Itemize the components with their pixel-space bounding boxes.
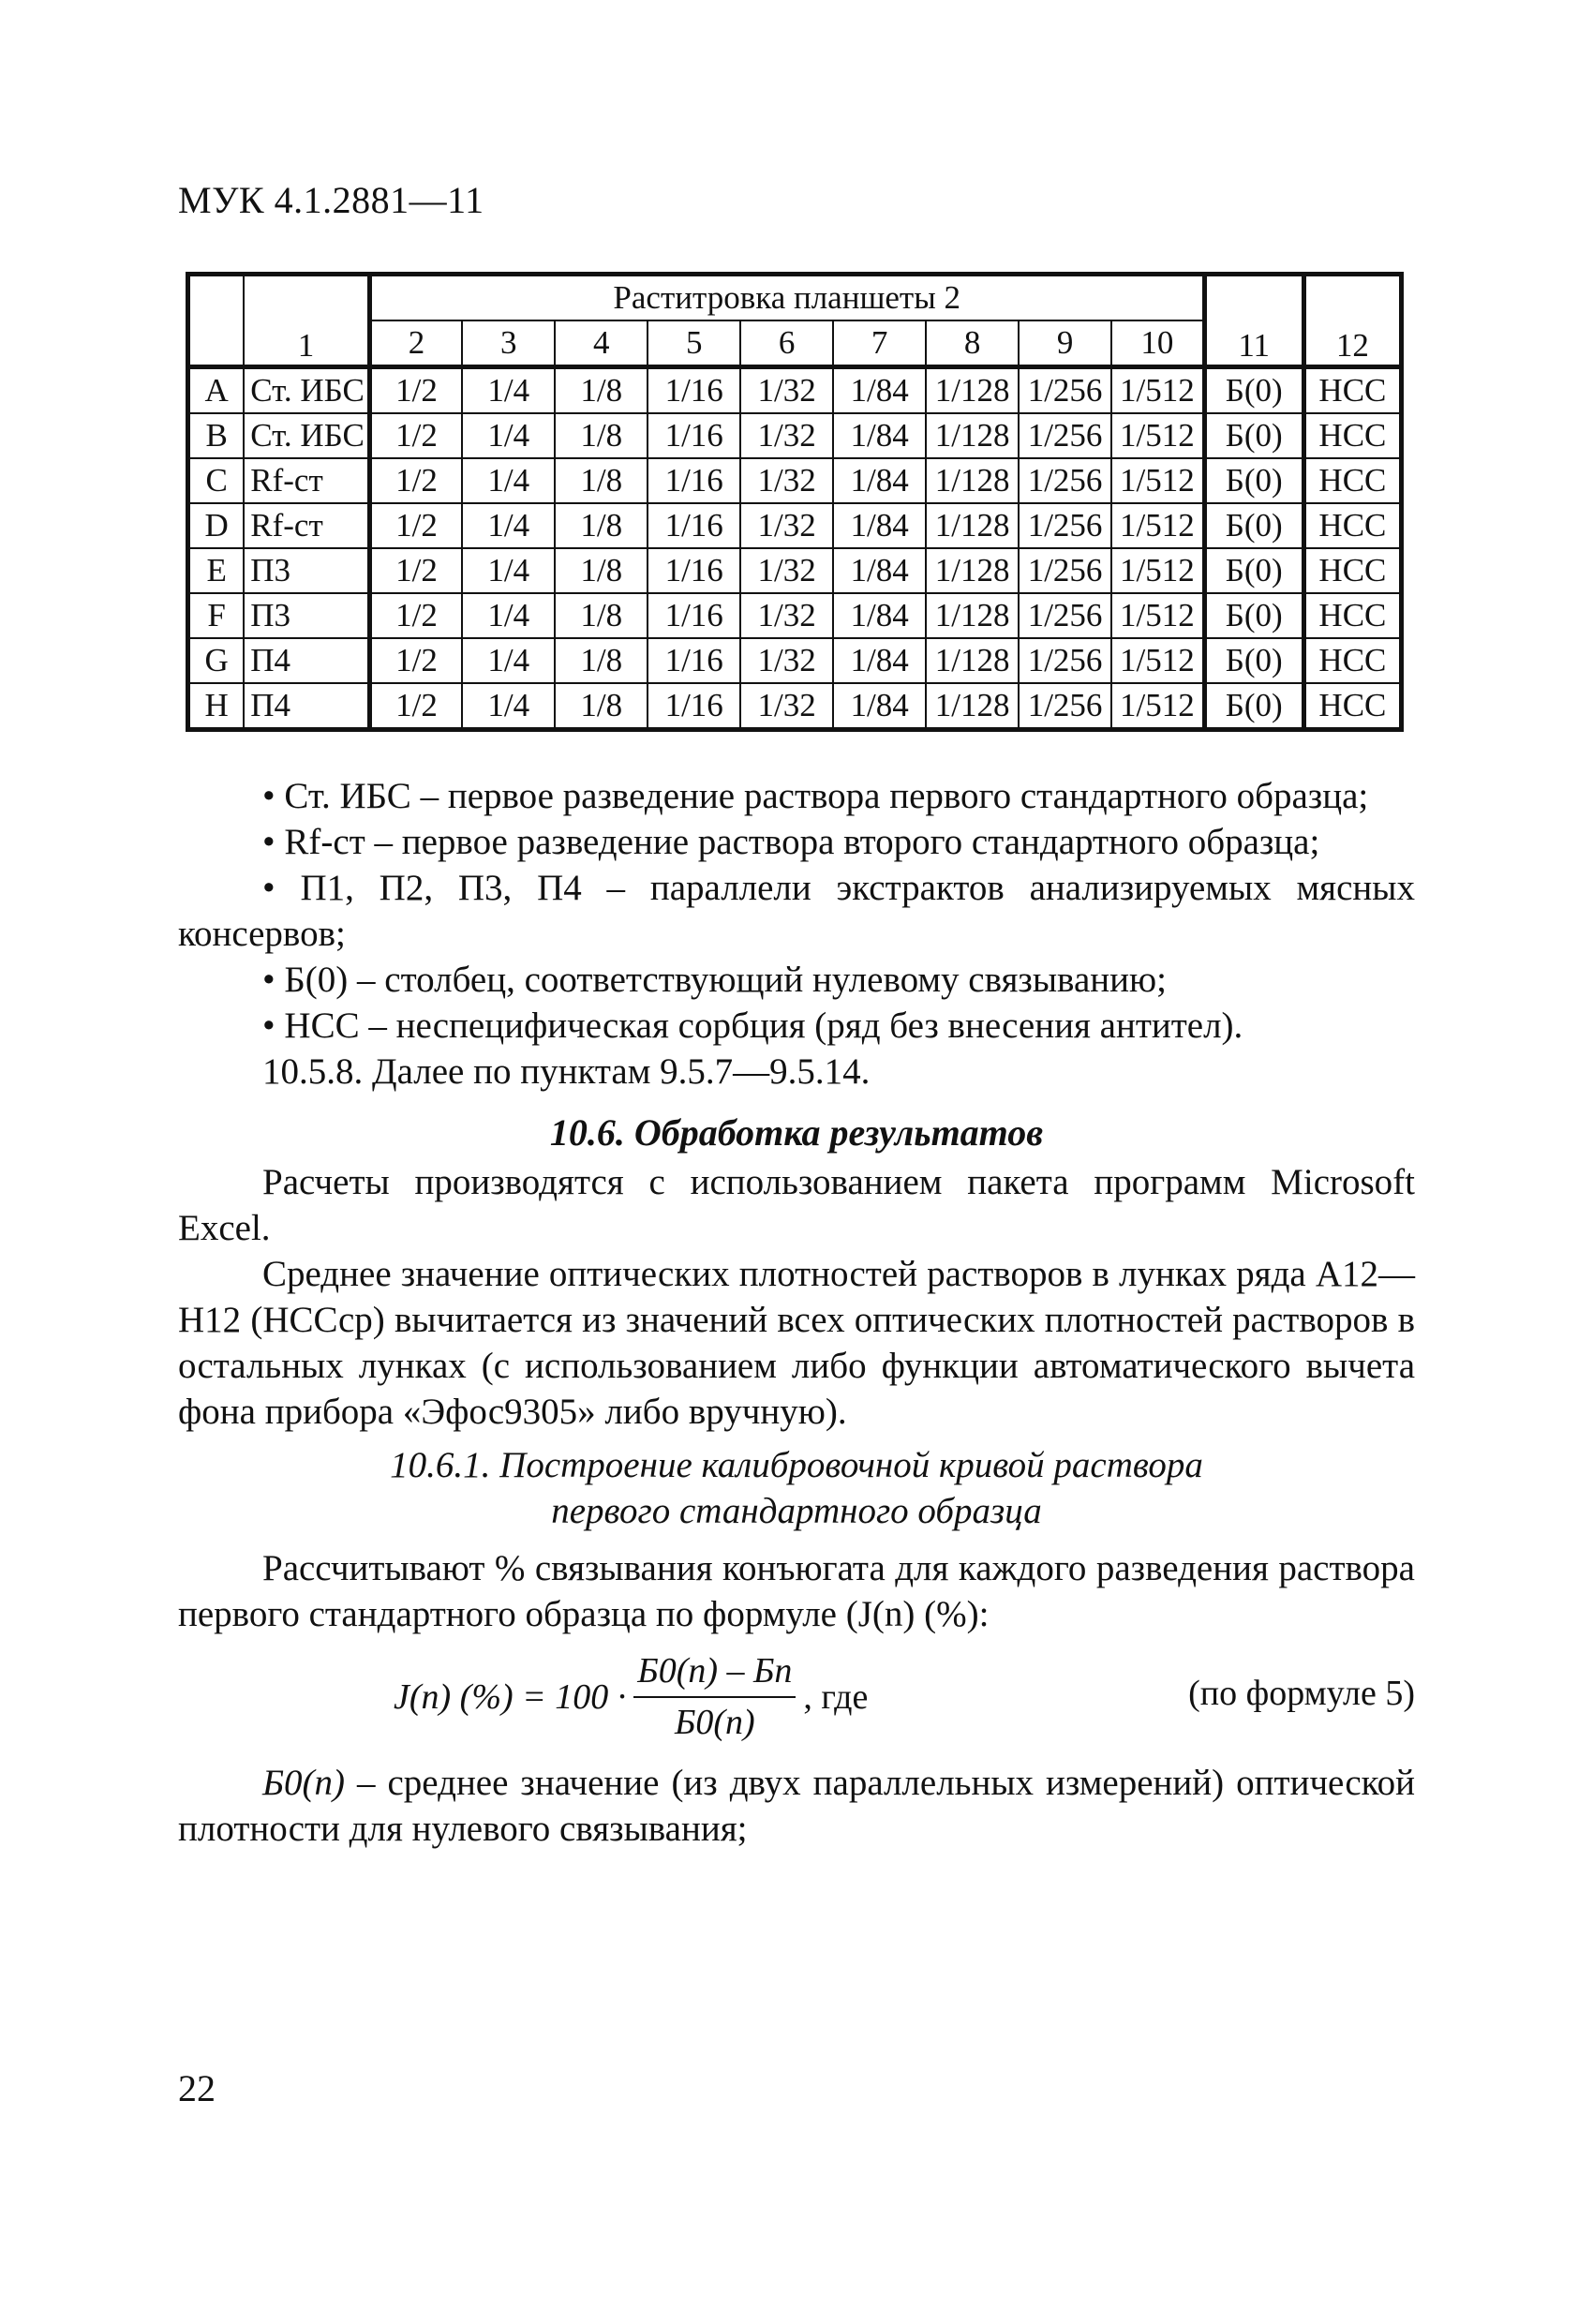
dilution-cell: 1/16 — [648, 413, 740, 458]
dilution-cell: 1/84 — [833, 503, 926, 548]
dilution-cell: 1/32 — [740, 638, 833, 683]
formula-numerator: Б0(n) – Бn — [633, 1648, 796, 1698]
dilution-cell: 1/4 — [462, 458, 555, 503]
plate-dilution-table — [186, 272, 1404, 732]
row-letter-cell: F — [188, 593, 245, 638]
dilution-cell: 1/2 — [369, 548, 462, 593]
dilution-cell: 1/32 — [740, 548, 833, 593]
note-item: • НСС – неспецифическая сорбция (ряд без внесения антител). — [178, 1003, 1415, 1049]
dilution-cell: 1/16 — [648, 683, 740, 730]
page-header: МУК 4.1.2881—11 — [178, 179, 484, 221]
dilution-cell: 1/16 — [648, 548, 740, 593]
group-header: Раститровка планшеты 2 — [369, 275, 1204, 321]
row-letter-cell: H — [188, 683, 245, 730]
dilution-cell: 1/4 — [462, 638, 555, 683]
formula-lhs: J(n) (%) = 100 · — [394, 1676, 627, 1717]
dilution-cell: 1/256 — [1019, 413, 1111, 458]
formula-reference: (по формуле 5) — [1188, 1674, 1415, 1713]
dilution-cell: 1/84 — [833, 548, 926, 593]
dilution-cell: 1/512 — [1111, 548, 1204, 593]
dilution-cell: 1/128 — [926, 413, 1019, 458]
table-row — [188, 503, 1402, 548]
definition-term: Б0(n) — [262, 1763, 345, 1803]
col-number-cell: 2 — [369, 320, 462, 367]
nonspecific-cell: НСС — [1303, 593, 1401, 638]
dilution-cell: 1/128 — [926, 367, 1019, 414]
dilution-cell: 1/2 — [369, 458, 462, 503]
formula-suffix: , где — [803, 1676, 869, 1717]
table-header-row — [188, 275, 1402, 321]
definition-paragraph — [178, 1760, 1415, 1852]
dilution-cell: 1/256 — [1019, 683, 1111, 730]
sample-name-cell: П3 — [244, 593, 369, 638]
dilution-cell: 1/128 — [926, 458, 1019, 503]
sample-name-cell: П4 — [244, 683, 369, 730]
nonspecific-cell: НСС — [1303, 638, 1401, 683]
dilution-cell: 1/32 — [740, 683, 833, 730]
dilution-cell: 1/128 — [926, 593, 1019, 638]
dilution-cell: 1/8 — [555, 548, 648, 593]
dilution-cell: 1/128 — [926, 638, 1019, 683]
row-letter-cell: D — [188, 503, 245, 548]
dilution-cell: 1/128 — [926, 548, 1019, 593]
table-row — [188, 683, 1402, 730]
dilution-cell: 1/512 — [1111, 593, 1204, 638]
dilution-cell: 1/2 — [369, 367, 462, 414]
dilution-cell: 1/512 — [1111, 367, 1204, 414]
dilution-cell: 1/84 — [833, 683, 926, 730]
table-row — [188, 638, 1402, 683]
zero-binding-cell: Б(0) — [1204, 548, 1303, 593]
col-number-cell: 10 — [1111, 320, 1204, 367]
dilution-cell: 1/512 — [1111, 413, 1204, 458]
dilution-cell: 1/2 — [369, 503, 462, 548]
dilution-cell: 1/84 — [833, 638, 926, 683]
dilution-cell: 1/8 — [555, 367, 648, 414]
table-row — [188, 367, 1402, 414]
note-item: • П1, П2, П3, П4 – параллели экстрактов анализируемых мясных консервов; — [178, 865, 1415, 957]
page-number: 22 — [178, 2067, 216, 2109]
dilution-cell: 1/8 — [555, 503, 648, 548]
sample-name-cell: П4 — [244, 638, 369, 683]
col-number-cell: 9 — [1019, 320, 1111, 367]
dilution-cell: 1/256 — [1019, 638, 1111, 683]
body-text — [178, 773, 1415, 1852]
row-letter-cell: E — [188, 548, 245, 593]
dilution-cell: 1/512 — [1111, 683, 1204, 730]
col-number-cell: 3 — [462, 320, 555, 367]
zero-binding-cell: Б(0) — [1204, 367, 1303, 414]
dilution-cell: 1/256 — [1019, 548, 1111, 593]
section-title: 10.6. Обработка результатов — [549, 1111, 1044, 1154]
sample-name-cell: Ст. ИБС — [244, 413, 369, 458]
dilution-cell: 1/32 — [740, 593, 833, 638]
dilution-cell: 1/4 — [462, 683, 555, 730]
corner-cell — [188, 275, 245, 367]
notes-list — [178, 773, 1415, 1049]
dilution-cell: 1/84 — [833, 367, 926, 414]
dilution-cell: 1/512 — [1111, 503, 1204, 548]
dilution-cell: 1/256 — [1019, 593, 1111, 638]
dilution-cell: 1/128 — [926, 683, 1019, 730]
dilution-cell: 1/4 — [462, 413, 555, 458]
formula-denominator: Б0(n) — [674, 1703, 755, 1742]
dilution-cell: 1/84 — [833, 458, 926, 503]
dilution-cell: 1/32 — [740, 458, 833, 503]
subsection-title — [178, 1442, 1415, 1534]
formula — [394, 1648, 868, 1746]
col-header-1: 1 — [244, 275, 369, 367]
dilution-cell: 1/2 — [369, 593, 462, 638]
dilution-cell: 1/8 — [555, 413, 648, 458]
nonspecific-cell: НСС — [1303, 413, 1401, 458]
col-number-cell: 5 — [648, 320, 740, 367]
table-row — [188, 548, 1402, 593]
nonspecific-cell: НСС — [1303, 548, 1401, 593]
dilution-cell: 1/4 — [462, 503, 555, 548]
step-text: 10.5.8. Далее по пунктам 9.5.7—9.5.14. — [262, 1051, 871, 1092]
nonspecific-cell: НСС — [1303, 367, 1401, 414]
row-letter-cell: A — [188, 367, 245, 414]
row-letter-cell: B — [188, 413, 245, 458]
definition-text: – среднее значение (из двух параллельных измерений) оптической плотности для нулевого связывания; — [178, 1763, 1415, 1849]
sample-name-cell: П3 — [244, 548, 369, 593]
dilution-cell: 1/32 — [740, 413, 833, 458]
nonspecific-cell: НСС — [1303, 683, 1401, 730]
dilution-cell: 1/256 — [1019, 367, 1111, 414]
dilution-cell: 1/256 — [1019, 503, 1111, 548]
section-paragraph-1: Расчеты производятся с использованием пакета программ Microsoft Excel. — [178, 1162, 1415, 1248]
col-header-12: 12 — [1303, 275, 1401, 367]
nonspecific-cell: НСС — [1303, 503, 1401, 548]
dilution-cell: 1/8 — [555, 638, 648, 683]
col-number-cell: 7 — [833, 320, 926, 367]
dilution-cell: 1/2 — [369, 638, 462, 683]
col-header-11: 11 — [1204, 275, 1303, 367]
sample-name-cell: Rf-ст — [244, 503, 369, 548]
dilution-cell: 1/512 — [1111, 638, 1204, 683]
formula-fraction — [633, 1648, 796, 1746]
subsection-title-line-2: первого стандартного образца — [551, 1491, 1042, 1531]
col-number-cell: 4 — [555, 320, 648, 367]
row-letter-cell: G — [188, 638, 245, 683]
sample-name-cell: Rf-ст — [244, 458, 369, 503]
zero-binding-cell: Б(0) — [1204, 638, 1303, 683]
zero-binding-cell: Б(0) — [1204, 413, 1303, 458]
dilution-cell: 1/16 — [648, 458, 740, 503]
dilution-cell: 1/4 — [462, 593, 555, 638]
zero-binding-cell: Б(0) — [1204, 458, 1303, 503]
col-number-cell: 6 — [740, 320, 833, 367]
dilution-cell: 1/4 — [462, 367, 555, 414]
subsection-title-line-1: 10.6.1. Построение калибровочной кривой раствора — [390, 1445, 1203, 1485]
note-item: • Rf-ст – первое разведение раствора второго стандартного образца; — [178, 819, 1415, 865]
note-item: • Ст. ИБС – первое разведение раствора первого стандартного образца; — [178, 773, 1415, 819]
formula-row — [178, 1643, 1415, 1750]
zero-binding-cell: Б(0) — [1204, 503, 1303, 548]
sample-name-cell: Ст. ИБС — [244, 367, 369, 414]
dilution-cell: 1/2 — [369, 413, 462, 458]
zero-binding-cell: Б(0) — [1204, 593, 1303, 638]
dilution-cell: 1/2 — [369, 683, 462, 730]
dilution-cell: 1/84 — [833, 413, 926, 458]
table-row — [188, 593, 1402, 638]
nonspecific-cell: НСС — [1303, 458, 1401, 503]
dilution-cell: 1/16 — [648, 503, 740, 548]
dilution-cell: 1/16 — [648, 593, 740, 638]
dilution-cell: 1/128 — [926, 503, 1019, 548]
subsection-paragraph: Рассчитывают % связывания конъюгата для каждого разведения раствора первого стандартного образца по формуле (J(n) (%): — [178, 1548, 1415, 1634]
dilution-cell: 1/32 — [740, 503, 833, 548]
dilution-cell: 1/4 — [462, 548, 555, 593]
dilution-cell: 1/16 — [648, 638, 740, 683]
row-letter-cell: C — [188, 458, 245, 503]
zero-binding-cell: Б(0) — [1204, 683, 1303, 730]
table-row — [188, 458, 1402, 503]
dilution-cell: 1/8 — [555, 683, 648, 730]
dilution-cell: 1/8 — [555, 593, 648, 638]
dilution-cell: 1/16 — [648, 367, 740, 414]
dilution-cell: 1/32 — [740, 367, 833, 414]
section-paragraph-2: Среднее значение оптических плотностей растворов в лунках ряда А12—Н12 (НССср) вычитается из значений всех оптических плотностей растворов в остальных лунках (с использованием либо функции автоматического вычета фона прибора «Эфос9305» либо вручную). — [178, 1254, 1415, 1432]
col-number-cell: 8 — [926, 320, 1019, 367]
dilution-cell: 1/8 — [555, 458, 648, 503]
note-item: • Б(0) – столбец, соответствующий нулевому связыванию; — [178, 957, 1415, 1003]
dilution-cell: 1/84 — [833, 593, 926, 638]
dilution-cell: 1/512 — [1111, 458, 1204, 503]
dilution-cell: 1/256 — [1019, 458, 1111, 503]
table-row — [188, 413, 1402, 458]
